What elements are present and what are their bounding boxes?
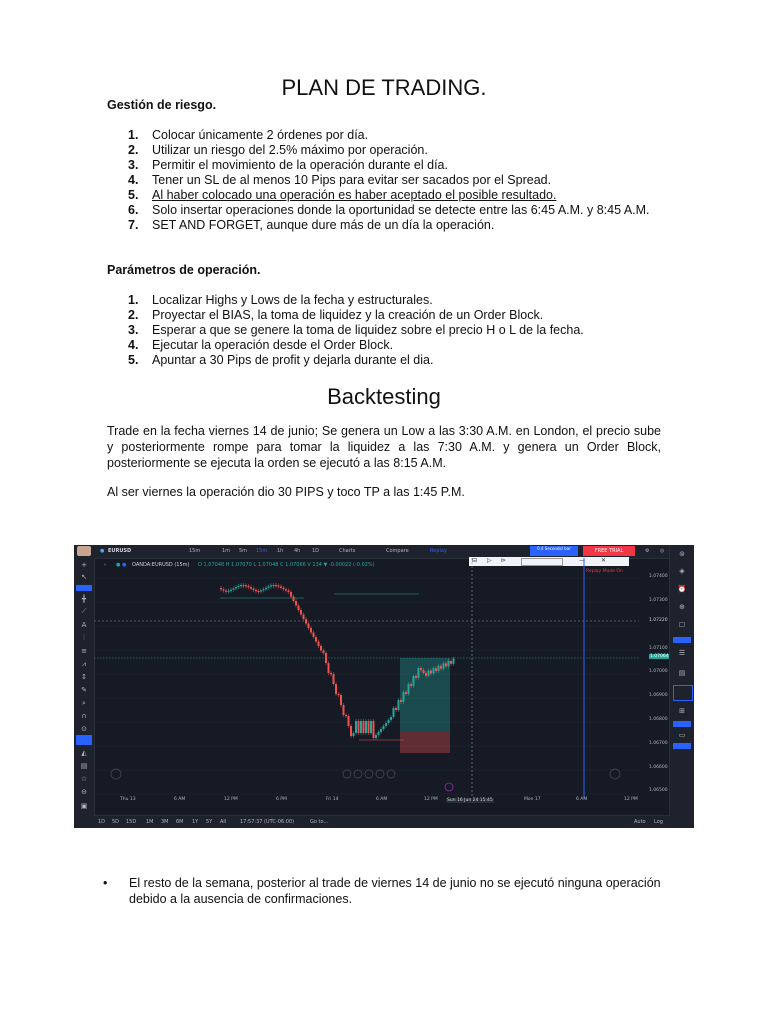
trend-tool-icon[interactable] bbox=[76, 585, 92, 591]
legend-symbol: OANDA:EURUSD (15m) bbox=[132, 562, 190, 568]
list-text: SET AND FORGET, aunque dure más de un día la operación. bbox=[152, 218, 495, 232]
candle-body bbox=[340, 695, 342, 705]
select-bar-icon[interactable]: ⊟ bbox=[472, 557, 478, 564]
list-item bbox=[107, 308, 661, 323]
risk-list bbox=[107, 128, 661, 233]
list-item bbox=[107, 143, 661, 158]
dom-icon[interactable] bbox=[673, 685, 693, 701]
candle-body bbox=[250, 587, 252, 588]
candle-body bbox=[420, 668, 422, 670]
candle-body bbox=[355, 721, 357, 733]
candle-body bbox=[323, 651, 325, 654]
price-label: 1.07220 bbox=[649, 618, 668, 623]
backtest-paragraph-1: Trade en la fecha viernes 14 de junio; Se genera un Low a las 3:30 A.M. en London, el precio sube y posteriormente rompe para tomar la liquidez a las 7:30 A.M. y genera un Order Block, posteriormente se ejecuta la orden se ejecutó a las 8:15 A.M. bbox=[107, 424, 661, 470]
candle-body bbox=[398, 700, 400, 710]
candle-body bbox=[370, 721, 372, 733]
play-icon[interactable]: ▷ bbox=[487, 557, 492, 564]
range-1y[interactable]: 1Y bbox=[192, 819, 199, 825]
alert-icon[interactable]: ⏰ bbox=[677, 585, 687, 593]
candle-body bbox=[450, 661, 452, 664]
candle-body bbox=[240, 585, 242, 586]
list-number: 1. bbox=[128, 128, 139, 142]
candle-body bbox=[360, 721, 362, 733]
candle-body bbox=[268, 586, 270, 587]
replay-button[interactable]: Replay bbox=[430, 548, 447, 554]
chevron-right-icon[interactable]: › bbox=[104, 562, 106, 568]
time-label: 12 PM bbox=[424, 797, 438, 802]
list-number: 4. bbox=[128, 338, 139, 352]
candle-body bbox=[425, 673, 427, 676]
candle-body bbox=[238, 586, 240, 587]
status-dot-icon: ● bbox=[122, 562, 127, 568]
candle-body bbox=[335, 684, 337, 694]
crosshair-icon[interactable]: + bbox=[81, 561, 87, 569]
candle-body bbox=[328, 663, 330, 673]
candle-body bbox=[363, 721, 365, 733]
candle-body bbox=[295, 601, 297, 606]
replay-speed[interactable]: 0.4 Seconds/ bar bbox=[530, 546, 578, 556]
hotlist-icon[interactable]: ⊕ bbox=[679, 603, 685, 611]
bullet-item bbox=[103, 875, 661, 907]
list-text: Solo insertar operaciones donde la oportunidad se detecte entre las 6:45 A.M. y 8:45 A.M. bbox=[152, 203, 650, 217]
range-6m[interactable]: 6M bbox=[176, 819, 184, 825]
price-label: 1.06500 bbox=[649, 788, 668, 793]
list-number: 2. bbox=[128, 143, 139, 157]
list-number: 1. bbox=[128, 293, 139, 307]
time-label: 6 AM bbox=[376, 797, 388, 802]
backtesting-title: Backtesting bbox=[327, 384, 441, 409]
candle-body bbox=[435, 668, 437, 671]
price-label: 1.07100 bbox=[649, 646, 668, 651]
zoom-control-icon bbox=[365, 770, 373, 778]
candle-body bbox=[223, 589, 225, 590]
candle-body bbox=[385, 723, 387, 726]
range-15d[interactable]: 15D bbox=[126, 819, 137, 825]
candle-body bbox=[233, 588, 235, 589]
candle-body bbox=[230, 590, 232, 591]
time-label: 6 PM bbox=[276, 797, 287, 802]
take-profit-zone bbox=[400, 658, 450, 731]
candle-body bbox=[448, 661, 450, 666]
current-price-badge: 1.07064 bbox=[650, 654, 669, 659]
candle-body bbox=[440, 666, 442, 669]
goto-button[interactable]: Go to... bbox=[310, 819, 329, 825]
price-label: 1.06700 bbox=[649, 741, 668, 746]
eye-icon[interactable]: ◭ bbox=[81, 749, 87, 757]
page-title: PLAN DE TRADING. bbox=[281, 75, 487, 100]
time-label: Fri 14 bbox=[326, 797, 339, 802]
range-1m[interactable]: 1M bbox=[146, 819, 154, 825]
candle-body bbox=[380, 729, 382, 732]
cursor-time-label: Sun 16 Jun 24 15:45 bbox=[447, 798, 493, 803]
charts-button[interactable]: Charts bbox=[339, 548, 356, 554]
candle-body bbox=[348, 716, 350, 726]
candle-body bbox=[225, 591, 227, 592]
candle-body bbox=[403, 692, 405, 702]
candle-body bbox=[338, 694, 340, 695]
candle-body bbox=[430, 671, 432, 674]
risk-heading: Gestión de riesgo. bbox=[107, 98, 217, 112]
candle-body bbox=[393, 708, 395, 717]
magnet-icon[interactable]: ∩ bbox=[81, 712, 87, 720]
candle-body bbox=[428, 671, 430, 676]
list-text: Permitir el movimiento de la operación durante el día. bbox=[152, 158, 448, 172]
clock[interactable]: 17:57:37 (UTC-06:00) bbox=[240, 819, 295, 825]
candle-body bbox=[228, 591, 230, 592]
price-chart[interactable] bbox=[94, 558, 670, 816]
list-item bbox=[107, 323, 661, 338]
list-item bbox=[107, 158, 661, 173]
price-label: 1.07400 bbox=[649, 574, 668, 579]
pitchfork-icon[interactable]: ⫶ bbox=[83, 634, 85, 642]
list-text: Apuntar a 30 Pips de profit y dejarla durante el dia. bbox=[152, 353, 434, 367]
candle-body bbox=[353, 733, 355, 736]
text-icon[interactable]: A bbox=[81, 621, 87, 629]
price-label: 1.07300 bbox=[649, 598, 668, 603]
candle-body bbox=[248, 586, 250, 587]
candle-body bbox=[283, 588, 285, 589]
bullet-text: El resto de la semana, posterior al trade de viernes 14 de junio no se ejecutó ninguna operación debido a la ausencia de confirmaciones. bbox=[129, 876, 661, 906]
backtest-paragraph-2: Al ser viernes la operación dio 30 PIPS y toco TP a las 1:45 P.M. bbox=[107, 485, 465, 499]
candle-body bbox=[390, 717, 392, 720]
panel-badge[interactable] bbox=[673, 743, 691, 749]
tf-1h[interactable]: 1h bbox=[277, 548, 284, 554]
candle-body bbox=[300, 610, 302, 615]
lock-icon[interactable]: ⊙ bbox=[81, 725, 87, 733]
candle-body bbox=[373, 721, 375, 738]
price-label: 1.07000 bbox=[649, 669, 668, 674]
step-icon[interactable]: ⊳ bbox=[501, 557, 507, 564]
candle-body bbox=[263, 589, 265, 590]
zoom-control-icon bbox=[343, 770, 351, 778]
candle-body bbox=[413, 676, 415, 686]
pattern-icon[interactable]: ⩘ bbox=[82, 660, 86, 668]
tf-4h[interactable]: 4h bbox=[294, 548, 301, 554]
candle-body bbox=[423, 670, 425, 673]
zoom-control-icon bbox=[376, 770, 384, 778]
list-number: 7. bbox=[128, 218, 139, 232]
list-text: Proyectar el BIAS, la toma de liquidez y la creación de un Order Block. bbox=[152, 308, 544, 322]
candle-body bbox=[375, 735, 377, 738]
settings-icon[interactable]: ⚙ bbox=[645, 548, 650, 554]
replay-mode-label: Replay Mode On bbox=[586, 569, 623, 574]
candle-body bbox=[330, 673, 332, 674]
tf-1m[interactable]: 1m bbox=[222, 548, 231, 554]
zoom-control-icon bbox=[387, 770, 395, 778]
candle-body bbox=[418, 668, 420, 678]
candle-body bbox=[408, 684, 410, 694]
candle-body bbox=[243, 585, 245, 586]
fib-icon[interactable]: ≡ bbox=[81, 647, 87, 655]
camera-icon[interactable]: ◎ bbox=[660, 548, 665, 554]
trash-icon[interactable]: ▣ bbox=[80, 802, 88, 810]
list-text: Tener un SL de al menos 10 Pips para evitar ser sacados por el Spread. bbox=[152, 173, 552, 187]
list-text-underlined: Al haber colocado una operación es haber aceptado el posible resultado. bbox=[152, 188, 557, 202]
candle-body bbox=[303, 615, 305, 620]
params-list bbox=[107, 293, 661, 368]
symbol-search[interactable]: EURUSD bbox=[108, 548, 132, 554]
range-1d[interactable]: 1D bbox=[98, 819, 106, 825]
candle-body bbox=[258, 591, 260, 592]
candle-body bbox=[333, 674, 335, 684]
ideas-badge[interactable] bbox=[673, 637, 691, 643]
candle-body bbox=[255, 590, 257, 591]
tf-1d[interactable]: 1D bbox=[312, 548, 320, 554]
list-item bbox=[107, 218, 661, 233]
candle-body bbox=[395, 708, 397, 710]
bottom-toolbar bbox=[94, 815, 670, 828]
drawing-toolbar bbox=[74, 545, 95, 828]
symbol-icon: ● bbox=[100, 548, 105, 554]
candle-body bbox=[278, 585, 280, 586]
right-toolbar bbox=[669, 545, 694, 828]
avatar bbox=[77, 546, 91, 556]
delete-icon[interactable]: ▤ bbox=[80, 762, 88, 770]
candle-body bbox=[285, 589, 287, 590]
candle-body bbox=[220, 588, 222, 589]
scroll-right-icon bbox=[610, 769, 620, 779]
candle-body bbox=[453, 659, 455, 664]
candle-body bbox=[293, 597, 295, 602]
compare-button[interactable]: Compare bbox=[386, 548, 409, 554]
candle-body bbox=[325, 653, 327, 663]
candle-body bbox=[288, 590, 290, 592]
candle-body bbox=[345, 715, 347, 716]
ray-icon[interactable]: ⟋ bbox=[81, 607, 87, 615]
chart-screenshot bbox=[74, 545, 694, 828]
candle-body bbox=[358, 721, 360, 733]
news-icon[interactable]: ☐ bbox=[678, 621, 686, 629]
list-item bbox=[107, 128, 661, 143]
list-text: Utilizar un riesgo del 2.5% máximo por operación. bbox=[152, 143, 428, 157]
list-number: 4. bbox=[128, 173, 139, 187]
cursor-icon[interactable]: ↖ bbox=[81, 573, 87, 581]
list-number: 6. bbox=[128, 203, 139, 217]
candle-body bbox=[270, 585, 272, 586]
range-5y[interactable]: 5Y bbox=[206, 819, 213, 825]
time-label: 12 PM bbox=[224, 797, 238, 802]
time-label: Thu 13 bbox=[120, 797, 136, 802]
candle-body bbox=[275, 585, 277, 586]
calendar-icon[interactable]: ▤ bbox=[678, 669, 686, 677]
cross-line-icon[interactable]: ╋ bbox=[81, 595, 87, 603]
measure-icon[interactable]: ↕ bbox=[81, 673, 87, 681]
candle-body bbox=[320, 646, 322, 651]
range-all[interactable]: All bbox=[220, 819, 227, 825]
list-item bbox=[107, 293, 661, 308]
auto-scale-button[interactable]: Auto bbox=[634, 819, 646, 825]
candle-body bbox=[290, 592, 292, 597]
zoom-control-icon bbox=[354, 770, 362, 778]
candle-body bbox=[315, 637, 317, 642]
list-number: 3. bbox=[128, 158, 139, 172]
candle-body bbox=[445, 663, 447, 666]
tf-15m[interactable]: 15m bbox=[256, 548, 268, 554]
candle-body bbox=[253, 589, 255, 590]
price-label: 1.06900 bbox=[649, 693, 668, 698]
price-label: 1.06600 bbox=[649, 765, 668, 770]
list-text: Localizar Highs y Lows de la fecha y estructurales. bbox=[152, 293, 433, 307]
replay-marker-icon bbox=[445, 783, 453, 791]
candle-body bbox=[313, 633, 315, 638]
zoom-icon[interactable]: ⌕ bbox=[82, 699, 86, 707]
list-number: 5. bbox=[128, 353, 139, 367]
time-label: Mon 17 bbox=[524, 797, 541, 802]
list-item bbox=[107, 173, 661, 188]
list-text: Esperar a que se genere la toma de liquidez sobre el precio H o L de la fecha. bbox=[152, 323, 584, 337]
list-item bbox=[107, 188, 661, 203]
candle-body bbox=[305, 619, 307, 624]
candle-body bbox=[405, 692, 407, 694]
free-trial-button[interactable]: FREE TRIAL bbox=[583, 546, 635, 556]
candle-body bbox=[400, 700, 402, 702]
range-3m[interactable]: 3M bbox=[161, 819, 169, 825]
close-icon[interactable]: ✕ bbox=[601, 557, 607, 564]
candle-body bbox=[308, 624, 310, 629]
brush-icon[interactable]: ✎ bbox=[81, 686, 87, 694]
list-number: 2. bbox=[128, 308, 139, 322]
candle-body bbox=[280, 586, 282, 587]
candle-body bbox=[343, 705, 345, 715]
status-dot-icon: ● bbox=[116, 562, 121, 568]
legend-ohlc: O 1.07048 H 1.07070 L 1.07048 C 1.07066 V 134 ▼ -0.00022 (-0.02%) bbox=[198, 562, 375, 568]
scroll-left-icon bbox=[111, 769, 121, 779]
candle-body bbox=[368, 721, 370, 733]
time-label: 12 PM bbox=[624, 797, 638, 802]
list-item bbox=[107, 353, 661, 368]
object-tree-icon[interactable]: ⊖ bbox=[81, 788, 87, 796]
candle-body bbox=[260, 590, 262, 591]
watchlist-icon[interactable]: ⊚ bbox=[679, 550, 685, 558]
candle-body bbox=[415, 676, 417, 678]
candle-body bbox=[273, 585, 275, 586]
candle-body bbox=[433, 668, 435, 673]
candle-body bbox=[410, 684, 412, 686]
candle-body bbox=[438, 666, 440, 671]
candle-body bbox=[318, 642, 320, 647]
interval-selector[interactable]: 15m bbox=[189, 548, 201, 554]
candle-body bbox=[350, 726, 352, 736]
star-icon[interactable]: ☆ bbox=[80, 775, 88, 783]
candle-body bbox=[245, 585, 247, 586]
hide-icon[interactable] bbox=[76, 735, 92, 745]
panel-icon[interactable]: ▭ bbox=[678, 731, 686, 739]
chat-icon[interactable]: ☰ bbox=[678, 649, 686, 657]
minimize-icon[interactable]: — bbox=[579, 557, 585, 564]
range-5d[interactable]: 5D bbox=[112, 819, 120, 825]
time-label: 6 AM bbox=[174, 797, 186, 802]
list-number: 5. bbox=[128, 188, 139, 202]
candle-body bbox=[443, 663, 445, 668]
list-item bbox=[107, 203, 661, 218]
price-label: 1.06800 bbox=[649, 717, 668, 722]
layers-icon[interactable]: ◈ bbox=[679, 567, 685, 575]
list-text: Colocar únicamente 2 órdenes por día. bbox=[152, 128, 369, 142]
log-scale-button[interactable]: Log bbox=[654, 819, 663, 825]
params-heading: Parámetros de operación. bbox=[107, 263, 261, 277]
candle-body bbox=[383, 726, 385, 729]
stop-loss-zone bbox=[400, 731, 450, 753]
candle-body bbox=[378, 732, 380, 735]
candle-body bbox=[365, 721, 367, 733]
grid-icon[interactable]: ⊞ bbox=[679, 707, 685, 715]
list-text: Ejecutar la operación desde el Order Block. bbox=[152, 338, 394, 352]
list-item bbox=[107, 338, 661, 353]
broker-badge[interactable] bbox=[673, 721, 691, 727]
bullet-icon: • bbox=[103, 876, 108, 890]
list-number: 3. bbox=[128, 323, 139, 337]
candle-body bbox=[235, 587, 237, 588]
candle-body bbox=[310, 628, 312, 633]
tf-5m[interactable]: 5m bbox=[239, 548, 248, 554]
candle-body bbox=[388, 720, 390, 723]
candle-body bbox=[265, 588, 267, 589]
candle-body bbox=[298, 606, 300, 611]
time-label: 6 AM bbox=[576, 797, 588, 802]
